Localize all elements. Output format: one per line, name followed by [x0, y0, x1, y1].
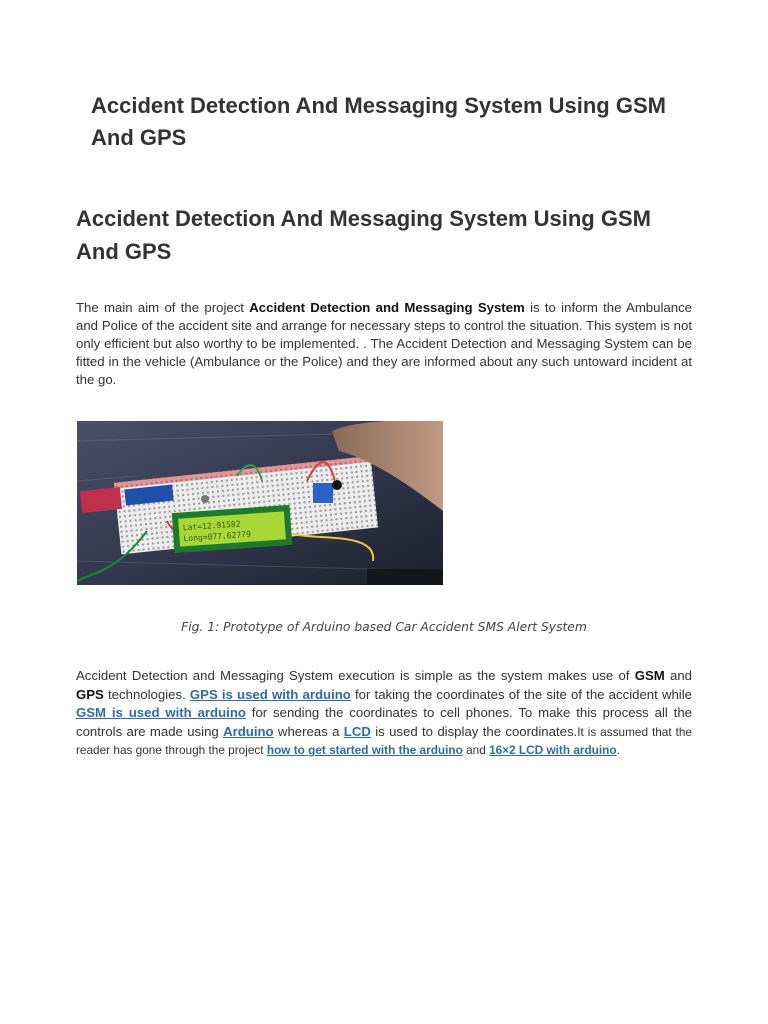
figure-caption: Fig. 1: Prototype of Arduino based Car Accident SMS Alert System	[181, 620, 587, 634]
gsm-term: GSM	[634, 668, 665, 683]
body-small-text-3: .	[616, 743, 620, 757]
body-small-text-2: and	[462, 743, 490, 757]
document-title: Accident Detection And Messaging System Using GSM And GPS	[91, 93, 666, 150]
body-text-4: for taking the coordinates of the site of the accident while	[350, 686, 692, 702]
body-text-7: is used to display the coordinates.	[370, 723, 578, 739]
body-paragraph	[76, 667, 692, 760]
arduino-link[interactable]: Arduino	[223, 723, 274, 739]
body-small-text-1: It is assumed that the reader has gone through the project	[76, 724, 692, 757]
lcd-link[interactable]: LCD	[343, 723, 371, 739]
intro-text-1: The main aim of the project	[76, 300, 250, 315]
intro-paragraph	[76, 299, 692, 389]
gps-term: GPS	[76, 686, 104, 702]
intro-text-2: is to inform the Ambulance and Police of the accident site and arrange for necessary steps to control the situation. This system is not only efficient but also worthy to be implemented. . The Accident Detection and Messaging System can be fitted in the vehicle (Ambulance or the Police) and they are informed about any such untoward incident at the go.	[76, 300, 693, 387]
lcd-16x2-arduino-link[interactable]: 16×2 LCD with arduino	[489, 743, 617, 757]
body-text-5: for sending the coordinates to cell phones. To make this process all the controls are made using	[76, 705, 692, 739]
lcd-line-1: Lat=12.91582	[182, 519, 241, 533]
body-text-3: technologies.	[103, 686, 190, 702]
prototype-photo	[77, 421, 443, 585]
gps-with-arduino-link[interactable]: GPS is used with arduino	[189, 686, 351, 702]
body-text-1: Accident Detection and Messaging System execution is simple as the system makes use of	[76, 668, 635, 683]
prototype-photo-drawing	[77, 421, 443, 585]
body-text-6: whereas a	[273, 723, 344, 739]
getting-started-arduino-link[interactable]: how to get started with the arduino	[266, 743, 463, 757]
lcd-line-2: Long=077.62779	[183, 529, 252, 544]
body-text-2: and	[664, 668, 692, 683]
intro-project-name: Accident Detection and Messaging System	[249, 300, 525, 315]
article-title: Accident Detection And Messaging System Using GSM And GPS	[76, 206, 651, 264]
gsm-with-arduino-link[interactable]: GSM is used with arduino	[76, 705, 246, 720]
